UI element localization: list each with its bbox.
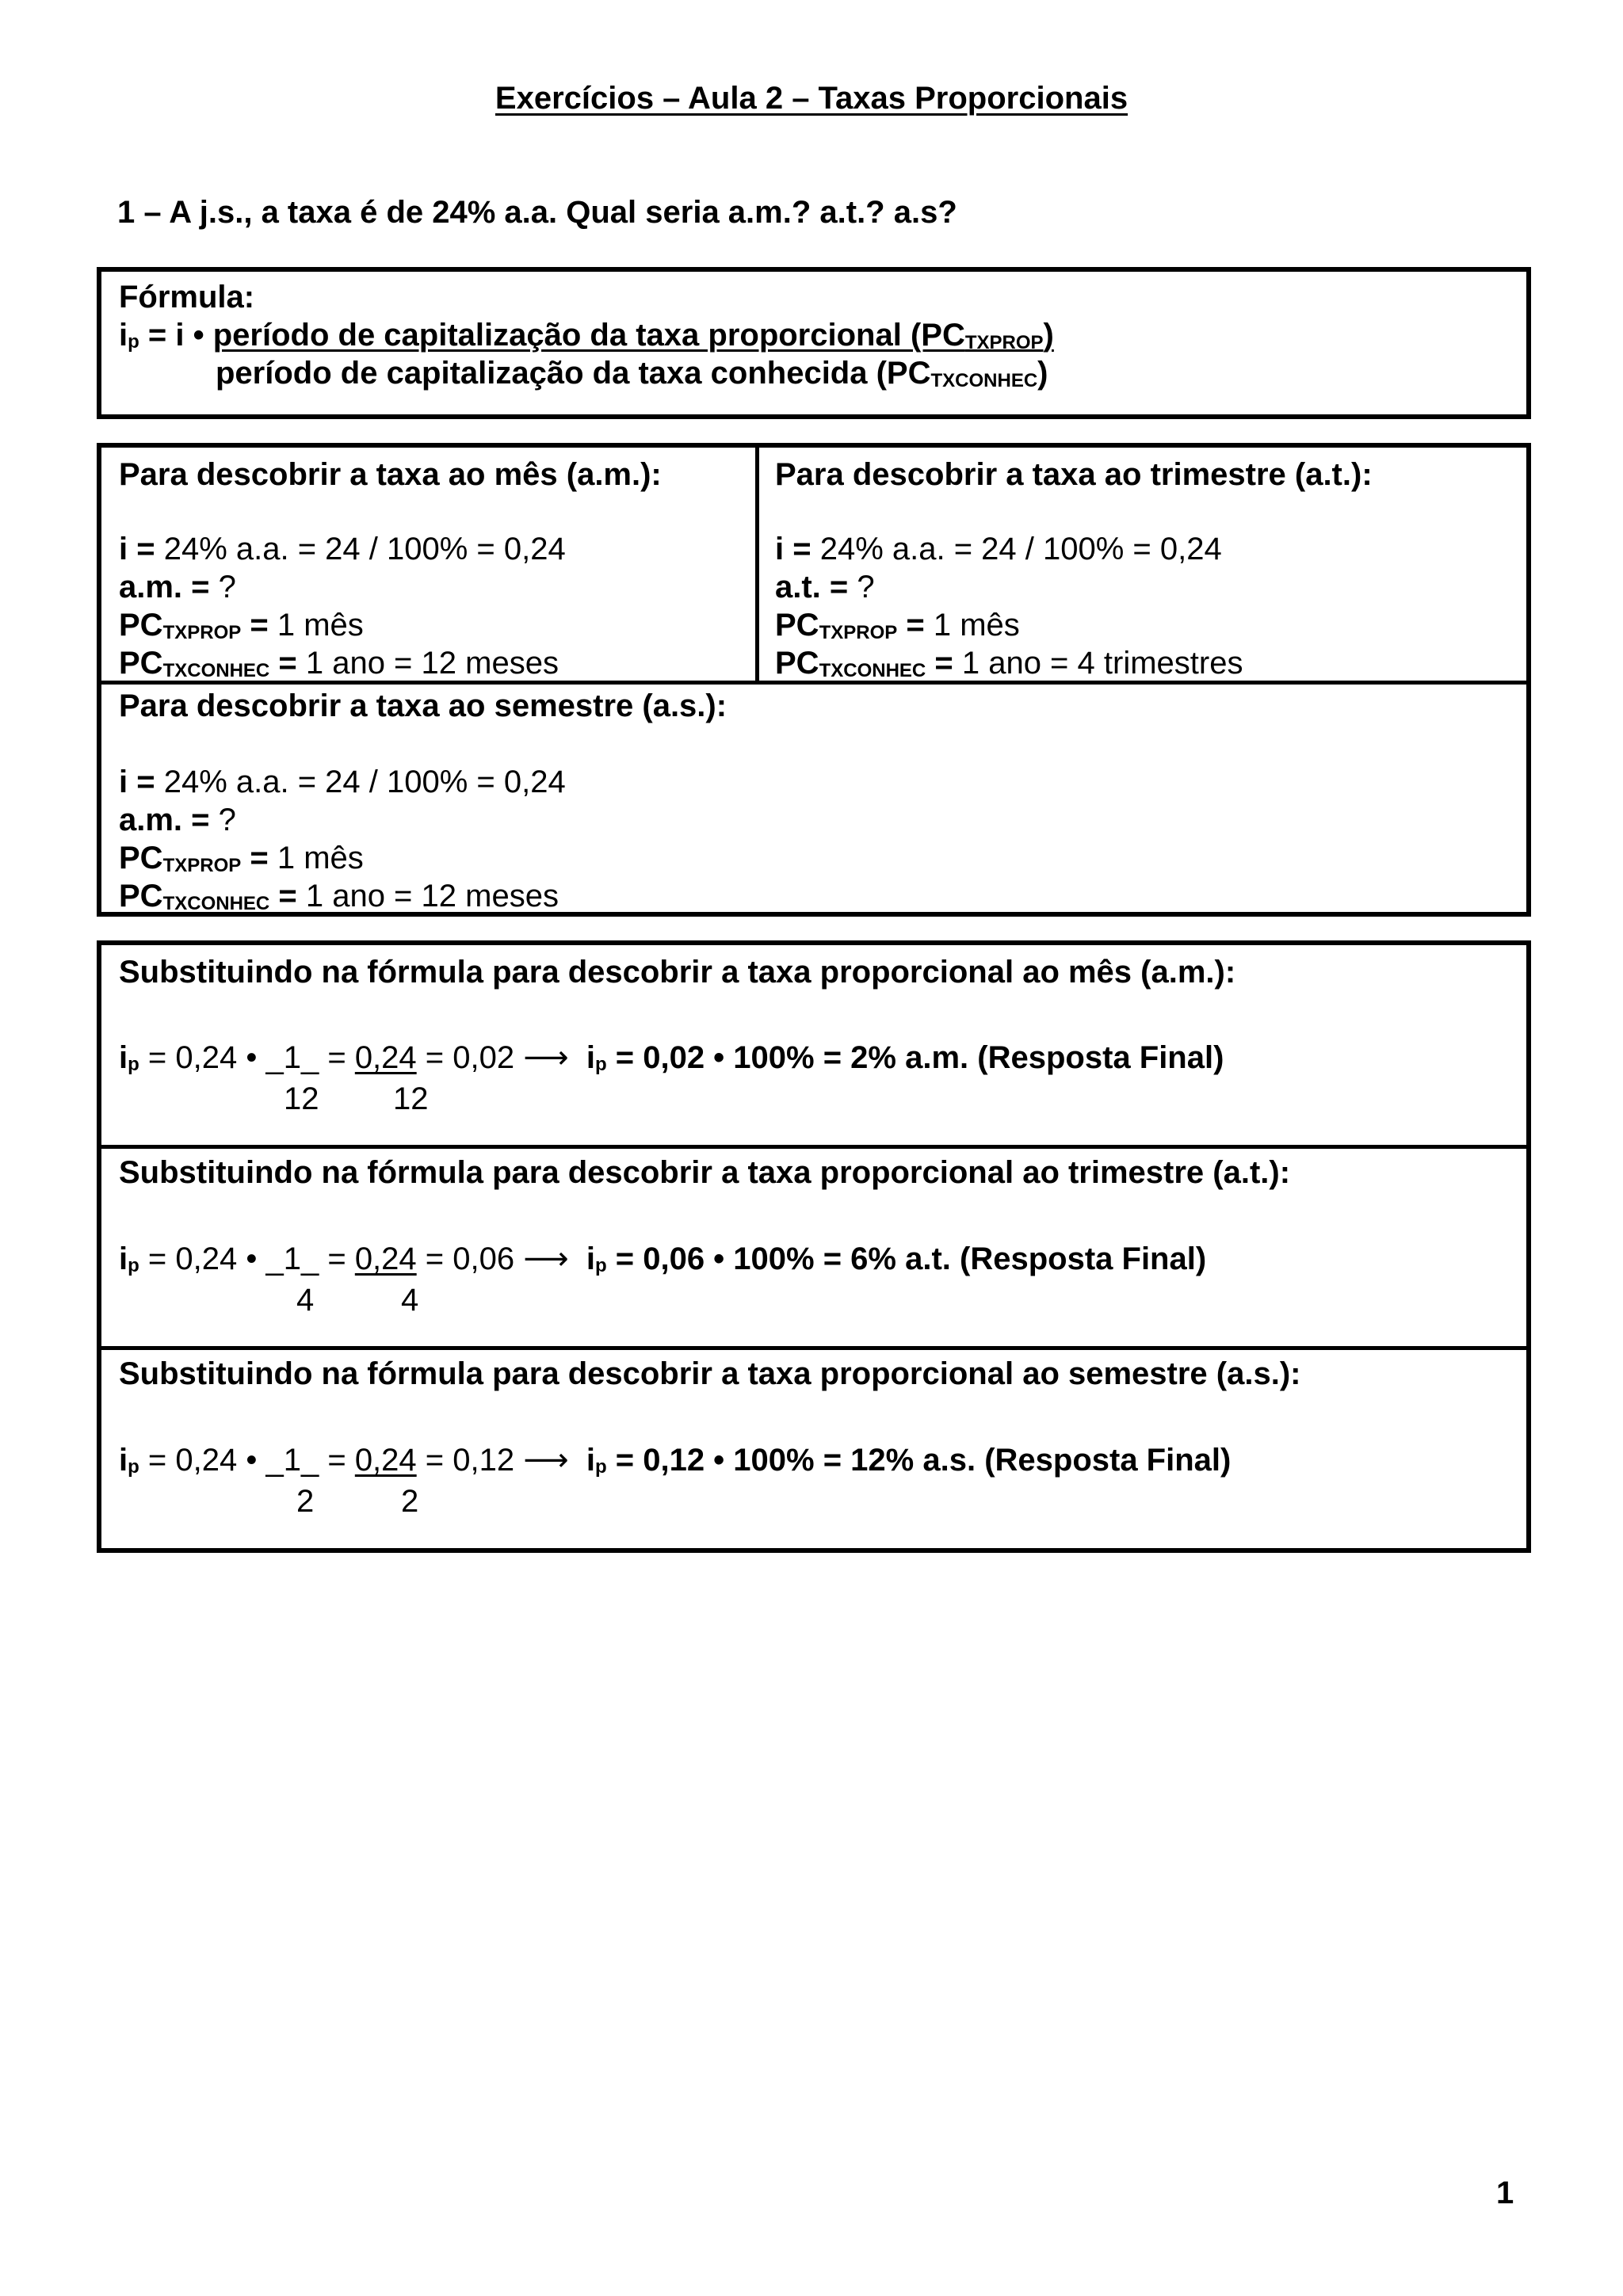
arrow-icon: ⟶ <box>523 1241 569 1277</box>
semester-prop-line: PCTXPROP = 1 mês <box>119 841 364 876</box>
semester-target-line: a.m. = ? <box>119 803 236 837</box>
sub-quarter-heading: Substituindo na fórmula para descobrir a taxa proporcional ao trimestre (a.t.): <box>119 1155 1291 1190</box>
sub-semester-equation: $i_p = 0,24$ • _1_ = 0,24 = 0,12 ⟶ $i_p = 0,12$ • 100% = 12% a.s. (Resposta Final) <box>119 1442 1232 1478</box>
semester-i-line: i = 24% a.a. = 24 / 100% = 0,24 <box>119 765 566 799</box>
sub-month-den1: 12 <box>284 1081 319 1116</box>
month-heading: Para descobrir a taxa ao mês (a.m.): <box>119 457 662 492</box>
row-divider-1 <box>101 1145 1526 1149</box>
sub-month-den2: 12 <box>393 1081 429 1116</box>
formula-line: $i_p = i$ • período de capitalização da taxa proporcional (PCTXPROP) <box>119 318 1054 353</box>
sub-quarter-equation: $i_p = 0,24$ • _1_ = 0,24 = 0,06 ⟶ $i_p = 0,06$ • 100% = 6% a.t. (Resposta Final) <box>119 1241 1207 1277</box>
sub-month-equation: $i_p = 0,24$ • _1_ = 0,24 = 0,02 ⟶ $i_p = 0,02$ • 100% = 2% a.m. (Resposta Final) <box>119 1039 1224 1076</box>
column-divider <box>755 448 759 682</box>
formula-heading: Fórmula: <box>119 280 255 315</box>
sub-semester-den1: 2 <box>296 1484 315 1519</box>
document-title: Exercícios – Aula 2 – Taxas Proporcionais <box>495 81 1128 116</box>
quarter-prop-line: PCTXPROP = 1 mês <box>775 608 1020 643</box>
quarter-heading: Para descobrir a taxa ao trimestre (a.t.): <box>775 457 1373 492</box>
substitution-box <box>97 940 1531 1553</box>
data-box <box>97 443 1531 917</box>
semester-conhec-line: PCTXCONHEC = 1 ano = 12 meses <box>119 879 559 914</box>
row-divider-2 <box>101 1346 1526 1350</box>
arrow-icon: ⟶ <box>523 1442 569 1478</box>
quarter-conhec-line: PCTXCONHEC = 1 ano = 4 trimestres <box>775 646 1243 681</box>
sub-quarter-den1: 4 <box>296 1283 315 1318</box>
formula-box <box>97 267 1531 419</box>
formula-denominator: período de capitalização da taxa conhecida (PCTXCONHEC) <box>216 356 1048 391</box>
page-number: 1 <box>1496 2176 1514 2210</box>
sub-month-heading: Substituindo na fórmula para descobrir a taxa proporcional ao mês (a.m.): <box>119 955 1236 990</box>
month-i-line: i = 24% a.a. = 24 / 100% = 0,24 <box>119 532 566 566</box>
question-text: 1 – A j.s., a taxa é de 24% a.a. Qual seria a.m.? a.t.? a.s? <box>117 195 957 230</box>
quarter-target-line: a.t. = ? <box>775 570 875 605</box>
month-conhec-line: PCTXCONHEC = 1 ano = 12 meses <box>119 646 559 681</box>
semester-heading: Para descobrir a taxa ao semestre (a.s.): <box>119 688 727 723</box>
arrow-icon: ⟶ <box>523 1039 569 1076</box>
sub-semester-heading: Substituindo na fórmula para descobrir a taxa proporcional ao semestre (a.s.): <box>119 1356 1301 1391</box>
month-target-line: a.m. = ? <box>119 570 236 605</box>
quarter-i-line: i = 24% a.a. = 24 / 100% = 0,24 <box>775 532 1222 566</box>
sub-quarter-den2: 4 <box>401 1283 419 1318</box>
sub-semester-den2: 2 <box>401 1484 419 1519</box>
month-prop-line: PCTXPROP = 1 mês <box>119 608 364 643</box>
